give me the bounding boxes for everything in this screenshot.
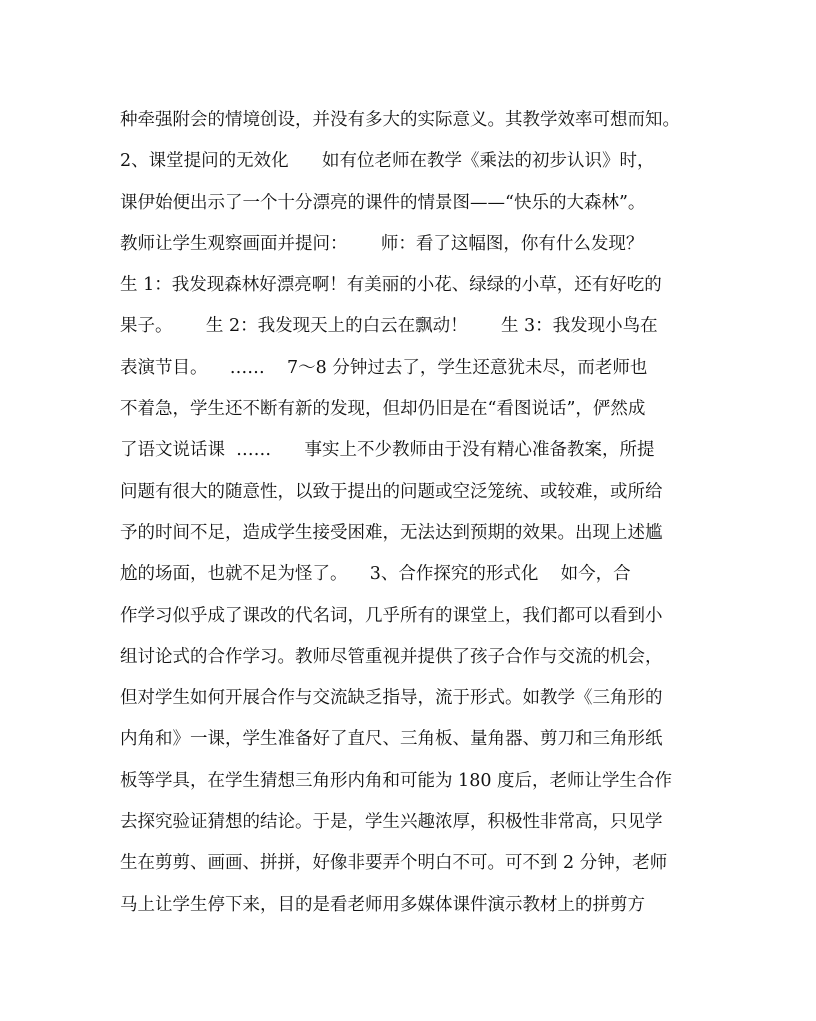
text-line-10: 问题有很大的随意性，以致于提出的问题或空泛笼统、或较难，或所给 [120, 481, 663, 502]
text-line-5: 生 1：我发现森林好漂亮啊！有美丽的小花、绿绿的小草，还有好吃的 [120, 275, 662, 296]
text-line-20: 马上让学生停下来，目的是看老师用多媒体课件演示教材上的拼剪方 [120, 894, 645, 915]
text-line-15: 但对学生如何开展合作与交流缺乏指导，流于形式。如教学《三角形的 [120, 688, 663, 709]
text-line-11: 予的时间不足，造成学生接受困难，无法达到预期的效果。出现上述尴 [120, 522, 663, 543]
text-line-4: 教师让学生观察画面并提问： 师：看了这幅图，你有什么发现？ [120, 233, 644, 254]
text-line-9: 了语文说话课 …… 事实上不少教师由于没有精心准备教案，所提 [120, 440, 655, 461]
text-line-16: 内角和》一课，学生准备好了直尺、三角板、量角器、剪刀和三角形纸 [120, 729, 663, 750]
text-line-6: 果子。 生 2：我发现天上的白云在飘动！ 生 3：我发现小鸟在 [120, 316, 658, 337]
text-line-3: 课伊始便出示了一个十分漂亮的课件的情景图——“快乐的大森林”。 [120, 192, 646, 213]
text-line-13: 作学习似乎成了课改的代名词，几乎所有的课堂上，我们都可以看到小 [120, 605, 663, 626]
text-line-2: 2、课堂提问的无效化 如有位老师在教学《乘法的初步认识》时， [120, 151, 655, 172]
text-line-1: 种牵强附会的情境创设，并没有多大的实际意义。其教学效率可想而知。 [120, 110, 680, 130]
text-line-18: 去探究验证猜想的结论。于是，学生兴趣浓厚，积极性非常高，只见学 [120, 812, 663, 833]
text-line-7: 表演节目。 …… 7～8 分钟过去了，学生还意犹未尽，而老师也 [120, 357, 648, 378]
text-line-14: 组讨论式的合作学习。教师尽管重视并提供了孩子合作与交流的机会， [120, 646, 663, 667]
text-line-12: 尬的场面，也就不足为怪了。 3、合作探究的形式化 如今，合 [120, 564, 631, 585]
body-text [120, 100, 710, 926]
text-line-19: 生在剪剪、画画、拼拼，好像非要弄个明白不可。可不到 2 分钟，老师 [120, 853, 668, 874]
text-line-17: 板等学具，在学生猜想三角形内角和可能为 180 度后，老师让学生合作 [120, 770, 673, 791]
text-line-8: 不着急，学生还不断有新的发现，但却仍旧是在“看图说话”，俨然成 [120, 399, 646, 420]
